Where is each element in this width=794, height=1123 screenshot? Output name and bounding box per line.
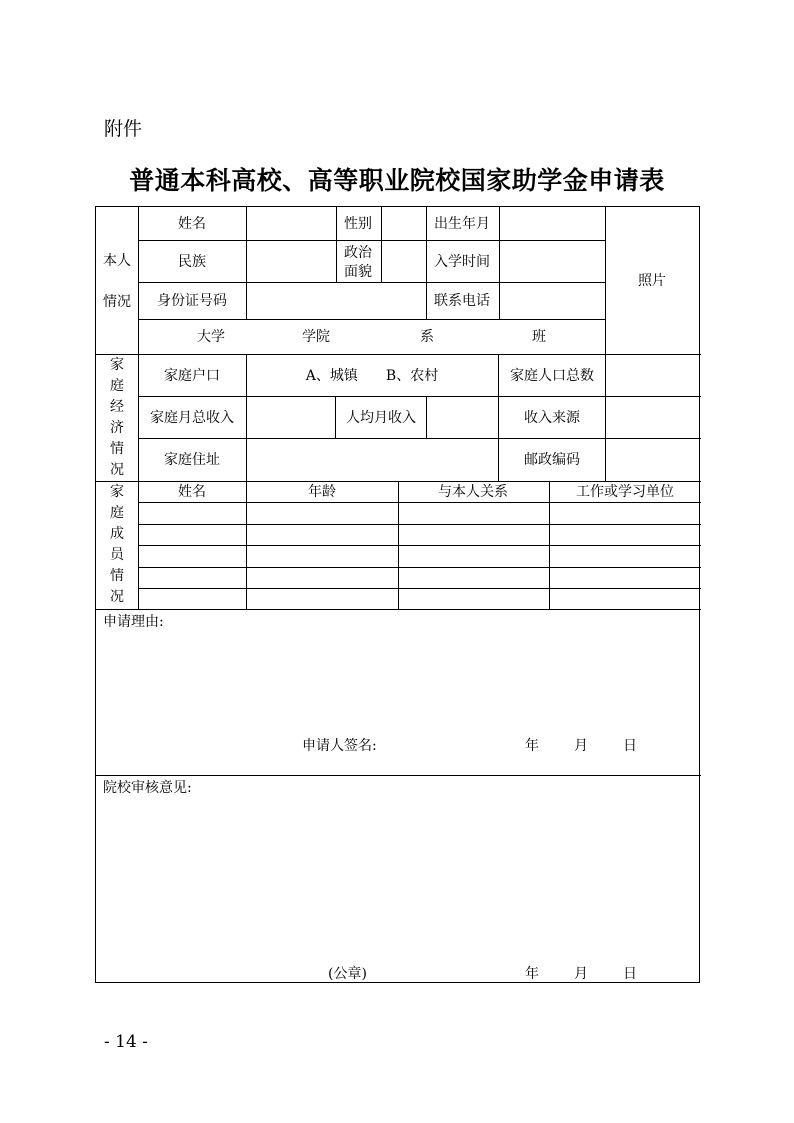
column-header-relation: 与本人关系 [438, 484, 508, 500]
label-class: 班 [532, 329, 546, 345]
label-university: 大学 [197, 329, 225, 345]
label-name: 姓名 [178, 216, 206, 232]
label-enroll-time: 入学时间 [434, 254, 490, 270]
official-seal-label: (公章) [328, 966, 367, 982]
label-birth: 出生年月 [434, 216, 490, 232]
application-form-table [95, 206, 700, 983]
section-label-personal-bottom: 情况 [103, 294, 131, 310]
label-per-capita-income: 人均月收入 [346, 410, 416, 426]
label-department: 系 [420, 329, 434, 345]
column-header-name: 姓名 [178, 484, 206, 500]
page-number: - 14 - [104, 1032, 148, 1052]
label-household: 家庭户口 [164, 368, 220, 384]
label-political-2: 面貌 [344, 264, 372, 280]
photo-placeholder: 照片 [638, 273, 666, 289]
label-postcode: 邮政编码 [524, 452, 580, 468]
section-label-economy: 家 庭 经 济 情 况 [110, 357, 124, 478]
section-label-members: 家 庭 成 员 情 况 [110, 484, 124, 605]
label-gender: 性别 [344, 216, 372, 232]
label-income-source: 收入来源 [524, 410, 580, 426]
label-ethnicity: 民族 [178, 254, 206, 270]
label-college: 学院 [302, 329, 330, 345]
review-day-label: 日 [623, 966, 637, 982]
column-header-age: 年龄 [308, 484, 336, 500]
label-id-number: 身份证号码 [157, 293, 227, 309]
label-application-reason: 申请理由: [103, 614, 164, 630]
household-options: A、城镇 B、农村 [305, 368, 439, 384]
reason-day-label: 日 [623, 738, 637, 754]
review-month-label: 月 [574, 966, 588, 982]
label-school-review: 院校审核意见: [103, 780, 192, 796]
label-address: 家庭住址 [164, 452, 220, 468]
label-political-1: 政治 [344, 245, 372, 261]
column-header-workplace: 工作或学习单位 [576, 484, 674, 500]
label-phone: 联系电话 [434, 293, 490, 309]
reason-year-label: 年 [525, 738, 539, 754]
section-label-personal-top: 本人 [103, 253, 131, 269]
label-monthly-income: 家庭月总收入 [150, 410, 234, 426]
attachment-label: 附件 [104, 118, 143, 140]
form-title: 普通本科高校、高等职业院校国家助学金申请表 [129, 166, 665, 195]
label-applicant-signature: 申请人签名: [302, 738, 377, 754]
review-year-label: 年 [525, 966, 539, 982]
reason-month-label: 月 [574, 738, 588, 754]
label-family-size: 家庭人口总数 [510, 368, 594, 384]
